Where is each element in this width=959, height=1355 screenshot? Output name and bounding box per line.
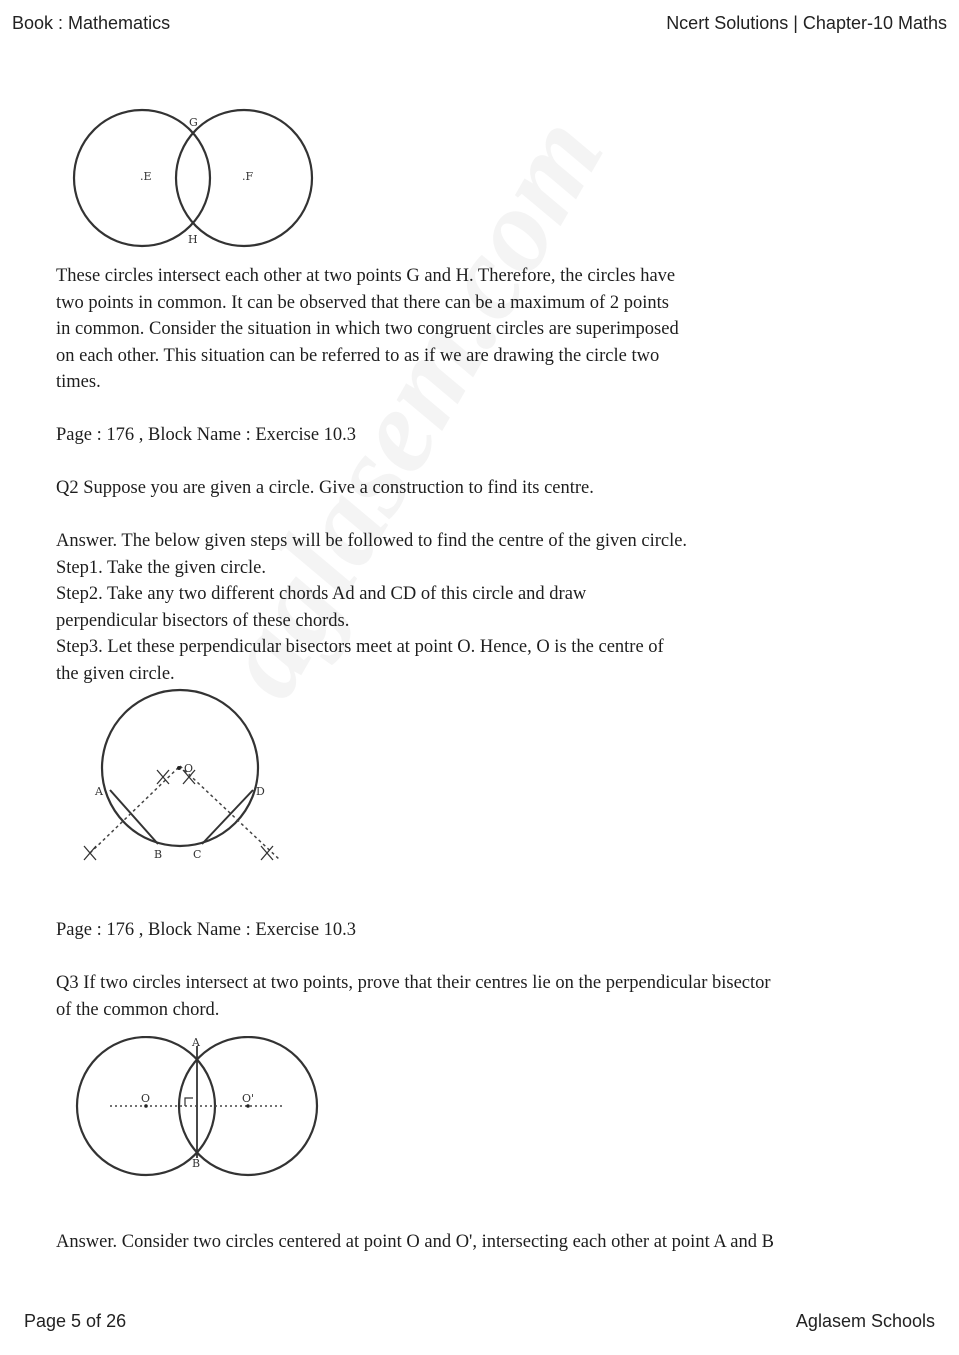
arc-mark: [261, 846, 273, 860]
label-c: C: [193, 848, 202, 861]
text-line: Step2. Take any two different chords Ad and CD of this circle and draw: [56, 584, 587, 604]
arc-mark: [157, 770, 169, 784]
chord-cd: [202, 790, 253, 844]
chord-ab: [110, 790, 158, 844]
text-line: Step1. Take the given circle.: [56, 557, 267, 578]
label-o: O: [184, 762, 194, 775]
answer-2: [56, 528, 916, 687]
header-book-title: Book : Mathematics: [12, 13, 171, 33]
label-a: A: [192, 1036, 200, 1049]
text-line: of the common chord.: [56, 999, 220, 1020]
footer-publisher: Aglasem Schools: [795, 1311, 935, 1331]
answer-3: Answer. Consider two circles centered at point O and O', intersecting each other at point A and B: [56, 1232, 774, 1252]
paragraph-explanation: [56, 263, 916, 396]
label-o: O: [141, 1092, 151, 1105]
text-line: Answer. The below given steps will be followed to find the centre of the given circle.: [56, 531, 688, 551]
centre-point-o: [177, 766, 181, 770]
label-g: G: [189, 116, 198, 129]
label-o-prime: O': [242, 1092, 255, 1105]
label-b: B: [154, 848, 163, 861]
figure-common-chord: [68, 1036, 328, 1196]
question-2: Q2 Suppose you are given a circle. Give a construction to find its centre.: [56, 478, 594, 498]
footer-page-number: Page 5 of 26: [24, 1311, 127, 1331]
header-chapter-title: Ncert Solutions | Chapter-10 Maths: [666, 13, 947, 33]
label-a: A: [95, 785, 103, 798]
arc-mark: [84, 846, 96, 860]
figure-intersecting-circles-gh: [60, 106, 330, 256]
label-h: H: [188, 233, 198, 246]
text-line: Step3. Let these perpendicular bisectors meet at point O. Hence, O is the centre of: [56, 637, 664, 657]
label-d: D: [256, 785, 265, 798]
right-angle-mark: [185, 1098, 193, 1106]
text-line: on each other. This situation can be referred to as if we are drawing the circle two: [56, 345, 660, 366]
text-line: Q3 If two circles intersect at two points, prove that their centres lie on the perpendicular bisector: [56, 973, 771, 993]
text-line: times.: [56, 372, 101, 392]
figure-circle-centre-construction: [68, 688, 298, 873]
label-f: .F: [242, 170, 254, 183]
label-e: .E: [140, 170, 152, 183]
text-line: in common. Consider the situation in which two congruent circles are superimposed: [56, 319, 679, 339]
text-line: the given circle.: [56, 663, 175, 684]
question-3: [56, 970, 916, 1023]
label-b: B: [192, 1157, 201, 1170]
page-reference-1: Page : 176 , Block Name : Exercise 10.3: [56, 425, 357, 445]
bisector-cd: [180, 766, 280, 860]
text-line: These circles intersect each other at two points G and H. Therefore, the circles have: [56, 266, 676, 286]
text-line: two points in common. It can be observed that there can be a maximum of 2 points: [56, 292, 669, 313]
text-line: perpendicular bisectors of these chords.: [56, 610, 350, 631]
page-reference-2: Page : 176 , Block Name : Exercise 10.3: [56, 920, 357, 940]
